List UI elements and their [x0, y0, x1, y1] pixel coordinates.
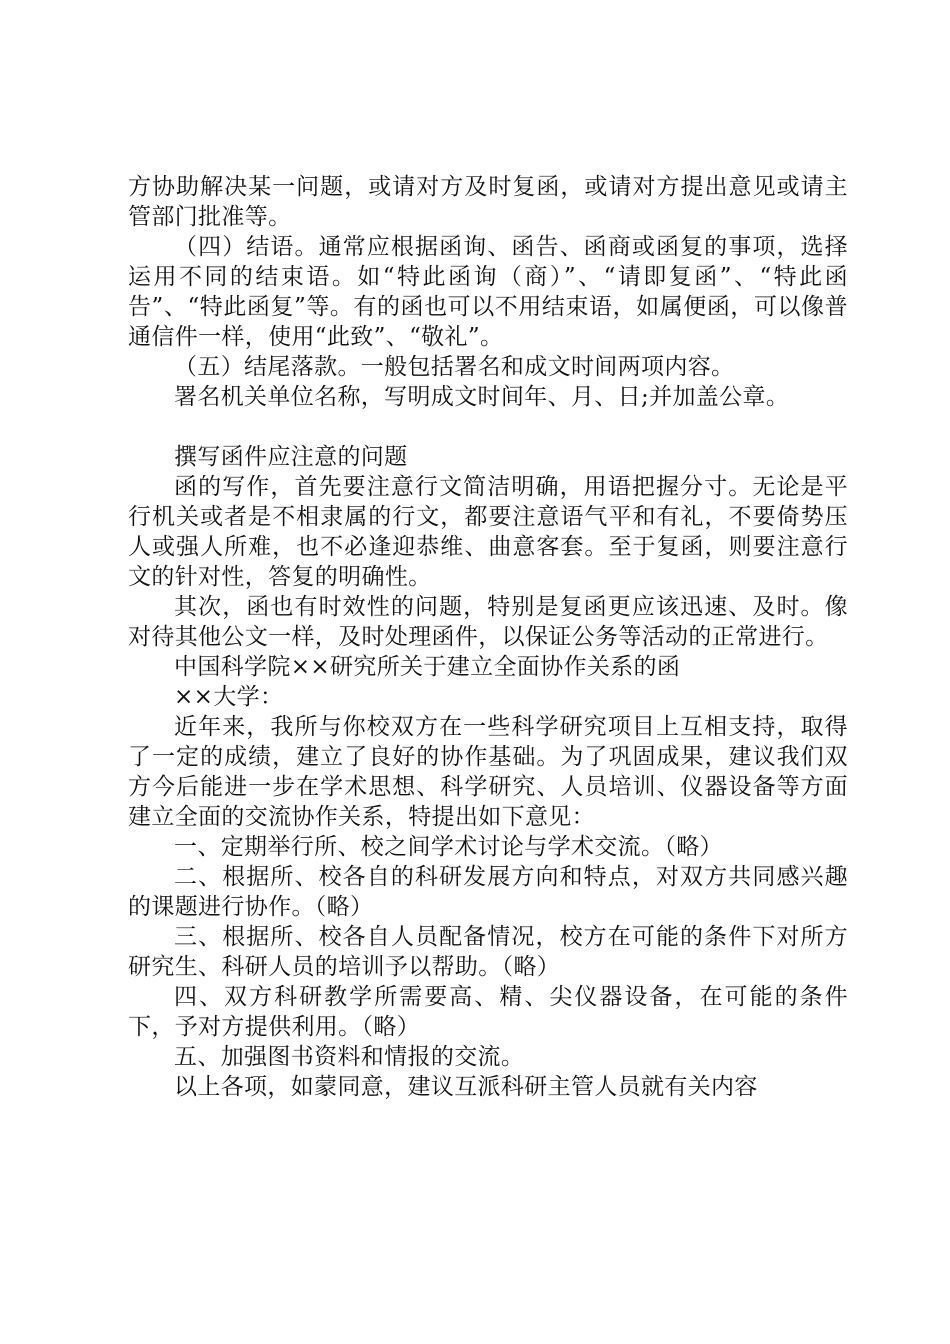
- paragraph: 五、加强图书资料和情报的交流。: [174, 1044, 525, 1070]
- paragraph: 中国科学院××研究所关于建立全面协作关系的函: [174, 654, 681, 680]
- paragraph: （五）结尾落款。一般包括署名和成文时间两项内容。: [174, 354, 735, 380]
- paragraph: 函的写作，首先要注意行文简洁明确，用语把握分寸。无论是平行机关或者是不相隶属的行文，都要注意语气平和有礼，不要倚势压人或强人所难，也不必逢迎恭维、曲意客套。至于复函，则要注意行文的针对性，答复的明确性。: [128, 474, 848, 590]
- paragraph: 以上各项，如蒙同意，建议互派科研主管人员就有关内容: [174, 1074, 758, 1100]
- paragraph: 近年来，我所与你校双方在一些科学研究项目上互相支持，取得了一定的成绩，建立了良好的协作基础。为了巩固成果，建议我们双方今后能进一步在学术思想、科学研究、人员培训、仪器设备等方面建立全面的交流协作关系，特提出如下意见：: [128, 714, 848, 830]
- paragraph: 撰写函件应注意的问题: [174, 444, 408, 470]
- paragraph: 四、双方科研教学所需要高、精、尖仪器设备，在可能的条件下，予对方提供利用。（略）: [128, 984, 848, 1040]
- paragraph: 一、定期举行所、校之间学术讨论与学术交流。（略）: [174, 834, 723, 860]
- paragraph: （四）结语。通常应根据函询、函告、函商或函复的事项，选择运用不同的结束语。如“特此函询（商）”、“请即复函”、“特此函告”、“特此函复”等。有的函也可以不用结束语，如属便函，可以像普通信件一样，使用“此致”、“敬礼”。: [128, 234, 848, 350]
- paragraph: 其次，函也有时效性的问题，特别是复函更应该迅速、及时。像对待其他公文一样，及时处理函件，以保证公务等活动的正常进行。: [128, 594, 848, 650]
- paragraph: 方协助解决某一问题，或请对方及时复函，或请对方提出意见或请主管部门批准等。: [128, 174, 848, 230]
- paragraph: 署名机关单位名称，写明成文时间年、月、日;并加盖公章。: [174, 384, 790, 410]
- paragraph: 二、根据所、校各自的科研发展方向和特点，对双方共同感兴趣的课题进行协作。（略）: [128, 864, 848, 920]
- paragraph: 三、根据所、校各自人员配备情况，校方在可能的条件下对所方研究生、科研人员的培训予以帮助。（略）: [128, 924, 848, 980]
- document-body: [128, 172, 848, 1102]
- paragraph: ××大学：: [174, 684, 284, 710]
